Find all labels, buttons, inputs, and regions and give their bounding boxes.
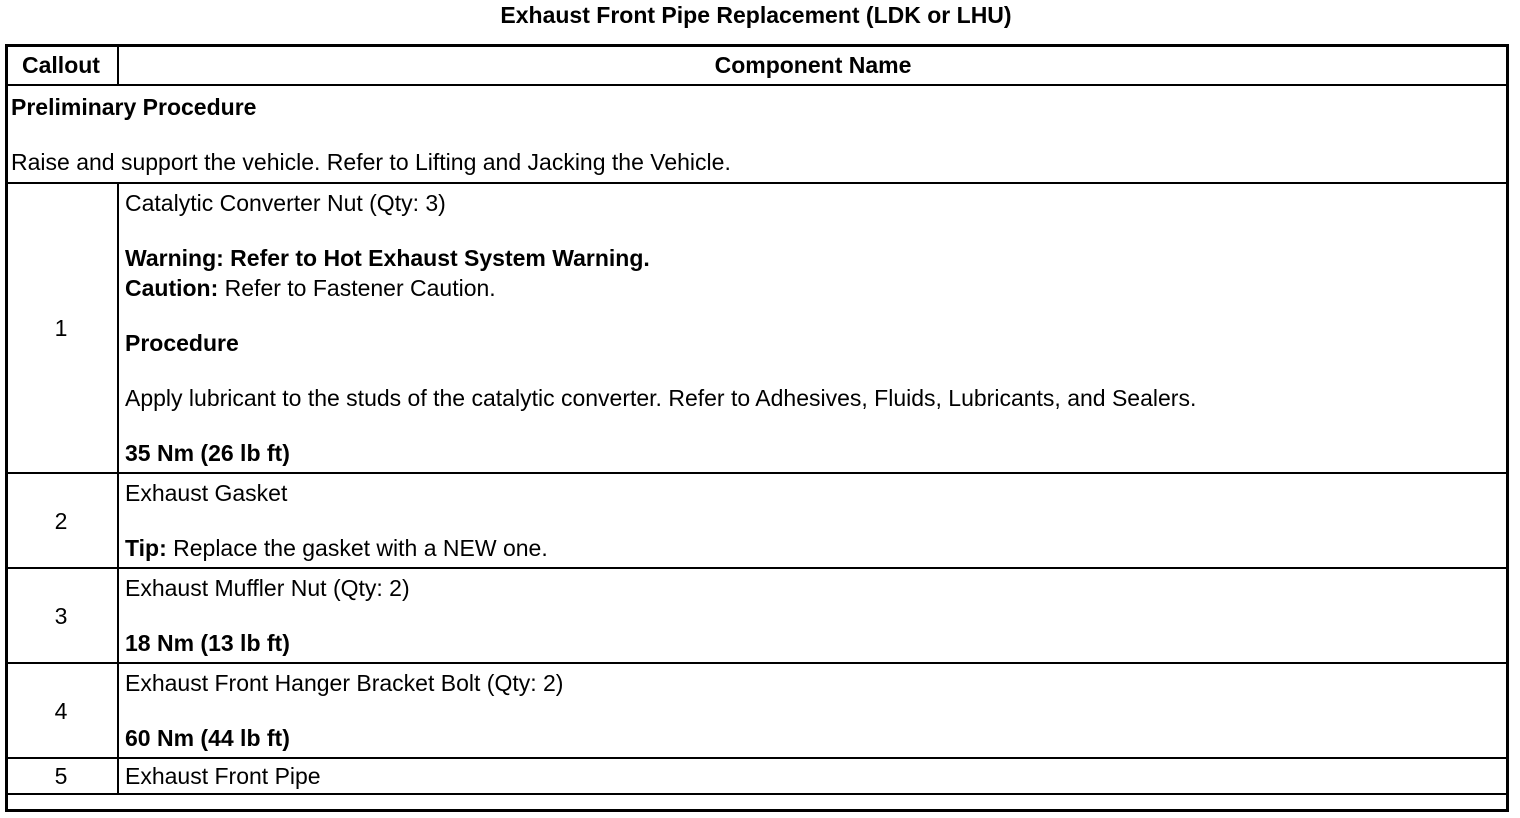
table-row	[5, 473, 1507, 568]
component-cell	[118, 473, 1507, 568]
callout-number: 5	[5, 758, 118, 794]
component-name: Catalytic Converter Nut (Qty: 3)	[125, 190, 446, 216]
callout-number: 4	[5, 663, 118, 758]
tip-line	[125, 533, 1501, 563]
preliminary-heading: Preliminary Procedure	[11, 93, 257, 120]
procedure-heading: Procedure	[125, 330, 239, 356]
component-table	[5, 44, 1507, 795]
table-row	[5, 568, 1507, 663]
torque-spec: 60 Nm (44 lb ft)	[125, 725, 290, 751]
torque-spec: 18 Nm (13 lb ft)	[125, 630, 290, 656]
callout-number: 3	[5, 568, 118, 663]
callout-header: Callout	[5, 45, 118, 85]
callout-number: 2	[5, 473, 118, 568]
header-row	[5, 45, 1507, 85]
component-name: Exhaust Front Pipe	[125, 763, 321, 789]
table-row	[5, 663, 1507, 758]
preliminary-cell	[5, 85, 1507, 183]
component-cell	[118, 758, 1507, 794]
table-row	[5, 758, 1507, 794]
component-cell	[118, 663, 1507, 758]
component-cell	[118, 183, 1507, 473]
component-name-header: Component Name	[118, 45, 1507, 85]
caution-text: Refer to Fastener Caution.	[218, 275, 496, 301]
caution-label: Caution:	[125, 275, 219, 301]
tip-label: Tip:	[125, 535, 167, 561]
tip-text: Replace the gasket with a NEW one.	[166, 535, 548, 561]
component-cell	[118, 568, 1507, 663]
component-name: Exhaust Gasket	[125, 480, 288, 506]
document-title: Exhaust Front Pipe Replacement (LDK or LHU)	[500, 2, 1012, 28]
component-name: Exhaust Front Hanger Bracket Bolt (Qty: 2)	[125, 670, 564, 696]
torque-spec: 35 Nm (26 lb ft)	[125, 440, 290, 466]
preliminary-text: Raise and support the vehicle. Refer to Lifting and Jacking the Vehicle.	[11, 148, 731, 175]
callout-number: 1	[5, 183, 118, 473]
warning-text: Warning: Refer to Hot Exhaust System Warning.	[125, 245, 650, 271]
procedure-text: Apply lubricant to the studs of the catalytic converter. Refer to Adhesives, Fluids, Lubricants, and Sealers.	[125, 385, 1197, 411]
preliminary-row	[5, 85, 1507, 183]
component-name: Exhaust Muffler Nut (Qty: 2)	[125, 575, 410, 601]
caution-line	[125, 273, 1501, 303]
table-row	[5, 183, 1507, 473]
